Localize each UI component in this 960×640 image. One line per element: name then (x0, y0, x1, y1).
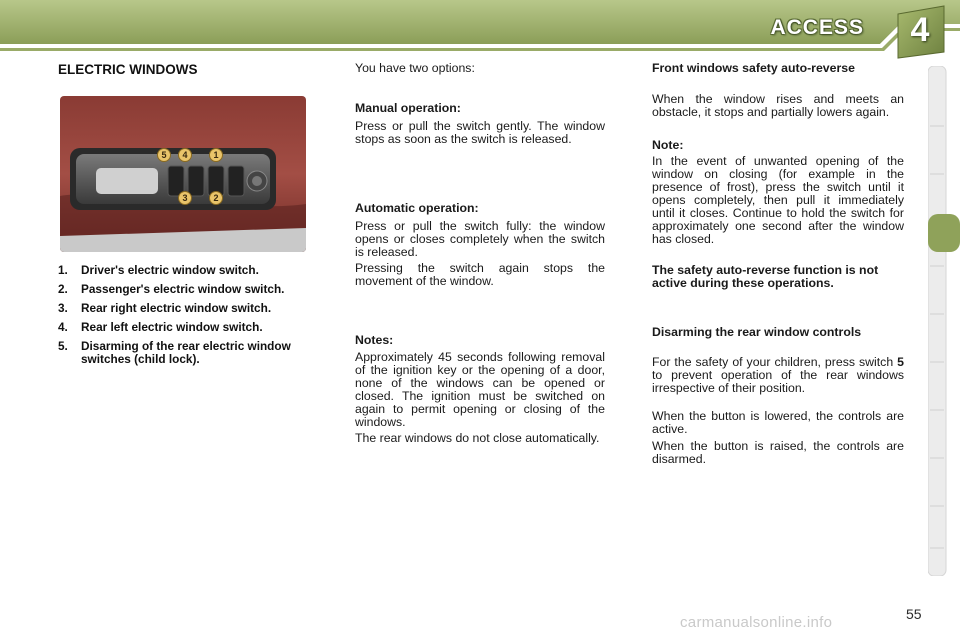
active-chapter-tab[interactable] (928, 214, 960, 252)
manual-operation-text: Press or pull the switch gently. The window stops as soon as the switch is released. (355, 119, 605, 146)
chapter-tab-strip (928, 66, 960, 576)
legend-item: 5. Disarming of the rear electric window switches (child lock). (58, 339, 291, 366)
controls-disarmed-text: When the button is raised, the controls are disarmed. (652, 439, 904, 466)
chapter-header (0, 0, 960, 62)
legend-item: 2. Passenger's electric window switch. (58, 282, 285, 296)
note-heading: Note: (652, 138, 684, 152)
legend-item: 4. Rear left electric window switch. (58, 320, 263, 334)
safety-auto-reverse-text: When the window rises and meets an obstacle, it stops and partially lowers again. (652, 92, 904, 119)
automatic-stop-text: Pressing the switch again stops the movement of the window. (355, 261, 605, 288)
intro-text: You have two options: (355, 61, 475, 75)
callout-4: 4 (182, 150, 188, 160)
legend-item: 3. Rear right electric window switch. (58, 301, 272, 315)
notes-heading: Notes: (355, 333, 394, 347)
automatic-operation-heading: Automatic operation: (355, 201, 479, 215)
chapter-title: ACCESS (770, 16, 864, 39)
disarming-heading: Disarming the rear window controls (652, 325, 862, 339)
manual-operation-heading: Manual operation: (355, 101, 461, 115)
section-title: ELECTRIC WINDOWS (58, 62, 198, 77)
disarming-text: For the safety of your children, press switch 5 to prevent operation of the rear windows irrespective of their position. (652, 355, 905, 395)
watermark: carmanualsonline.info (680, 614, 833, 631)
controls-active-text: When the button is lowered, the controls are active. (652, 409, 904, 436)
window-switch-photo (60, 96, 306, 252)
callout-2: 2 (213, 193, 219, 203)
chapter-number-badge: 4 (910, 10, 930, 49)
legend-item: 1. Driver's electric window switch. (58, 263, 259, 277)
safety-auto-reverse-heading: Front windows safety auto-reverse (652, 61, 855, 75)
callout-3: 3 (182, 193, 188, 203)
rear-windows-note: The rear windows do not close automatically. (355, 431, 600, 445)
safety-warning: The safety auto-reverse function is not active during these operations. (652, 263, 879, 290)
notes-text: Approximately 45 seconds following removal of the ignition key or the opening of a door, none of the windows can be opened or closed. The ignition must be switched on again to permit opening or closing of the windows. (355, 350, 605, 429)
automatic-operation-text: Press or pull the switch fully: the window opens or closes completely when the switch is released. (355, 219, 605, 259)
callout-5: 5 (161, 150, 167, 160)
note-text: In the event of unwanted opening of the window on closing (for example in the presence of frost), press the switch until it opens completely, then pull it immediately until it closes. Continue to hold the switch for approximately one second after the window has closed. (652, 154, 904, 246)
switch-number: 5 (897, 355, 905, 369)
callout-1: 1 (213, 150, 219, 160)
photo-legend (58, 264, 323, 372)
page-number: 55 (906, 606, 922, 622)
